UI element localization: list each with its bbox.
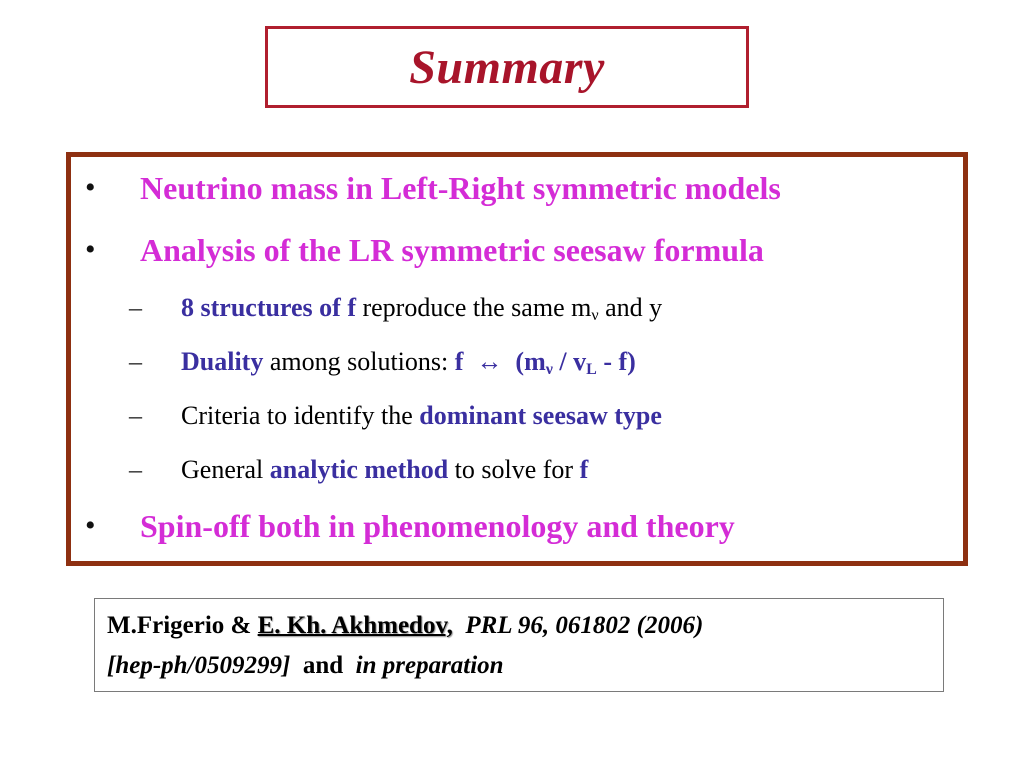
sub-item-method xyxy=(181,455,588,485)
sub-dash: – xyxy=(129,347,142,376)
bullet-lr-analysis: Analysis of the LR symmetric seesaw formula xyxy=(140,232,764,268)
duality-f: f xyxy=(454,347,464,376)
sub-item-duality xyxy=(181,347,636,379)
nu-subscript: ν xyxy=(591,307,599,324)
criteria-text: Criteria to identify the xyxy=(181,401,420,430)
bullet-spin-off: Spin-off both in phenomenology and theory xyxy=(140,508,735,544)
ref-arxiv: [hep-ph/0509299] xyxy=(107,652,291,679)
structures-bold: 8 structures of f xyxy=(181,293,356,322)
sub-item-criteria xyxy=(181,401,662,431)
bullet-neutrino-mass: Neutrino mass in Left-Right symmetric models xyxy=(140,170,781,206)
method-f: f xyxy=(579,455,589,484)
criteria-bold: dominant seesaw type xyxy=(419,401,662,430)
duality-arrow: ↔ xyxy=(476,347,503,376)
summary-box xyxy=(66,152,968,566)
structures-tail: and y xyxy=(598,293,663,322)
method-bold: analytic method xyxy=(269,455,449,484)
ref-author2: E. Kh. Akhmedov, xyxy=(257,612,453,639)
bullet-marker: • xyxy=(85,233,96,266)
duality-bold: Duality xyxy=(181,347,264,376)
reference-line-2 xyxy=(107,646,933,686)
sub-item-structures xyxy=(181,293,662,325)
ref-and: and xyxy=(302,652,344,679)
reference-line-1 xyxy=(107,606,933,646)
bullet-marker: • xyxy=(85,171,96,204)
ref-journal: PRL 96, 061802 (2006) xyxy=(465,612,704,639)
sub-dash: – xyxy=(129,455,142,484)
reference-box xyxy=(94,598,944,692)
method-text: General xyxy=(181,455,270,484)
structures-text: reproduce the same m xyxy=(355,293,592,322)
duality-text: among solutions: xyxy=(263,347,455,376)
ref-status: in preparation xyxy=(355,652,504,679)
title-box xyxy=(265,26,749,108)
page-title: Summary xyxy=(409,40,605,94)
sub-dash: – xyxy=(129,401,142,430)
sub-dash: – xyxy=(129,293,142,322)
duality-formula: $(m_\nu / v_L - f)$ xyxy=(515,347,636,378)
method-text2: to solve for xyxy=(448,455,580,484)
ref-author1: M.Frigerio & xyxy=(107,612,258,639)
bullet-marker: • xyxy=(85,509,96,542)
